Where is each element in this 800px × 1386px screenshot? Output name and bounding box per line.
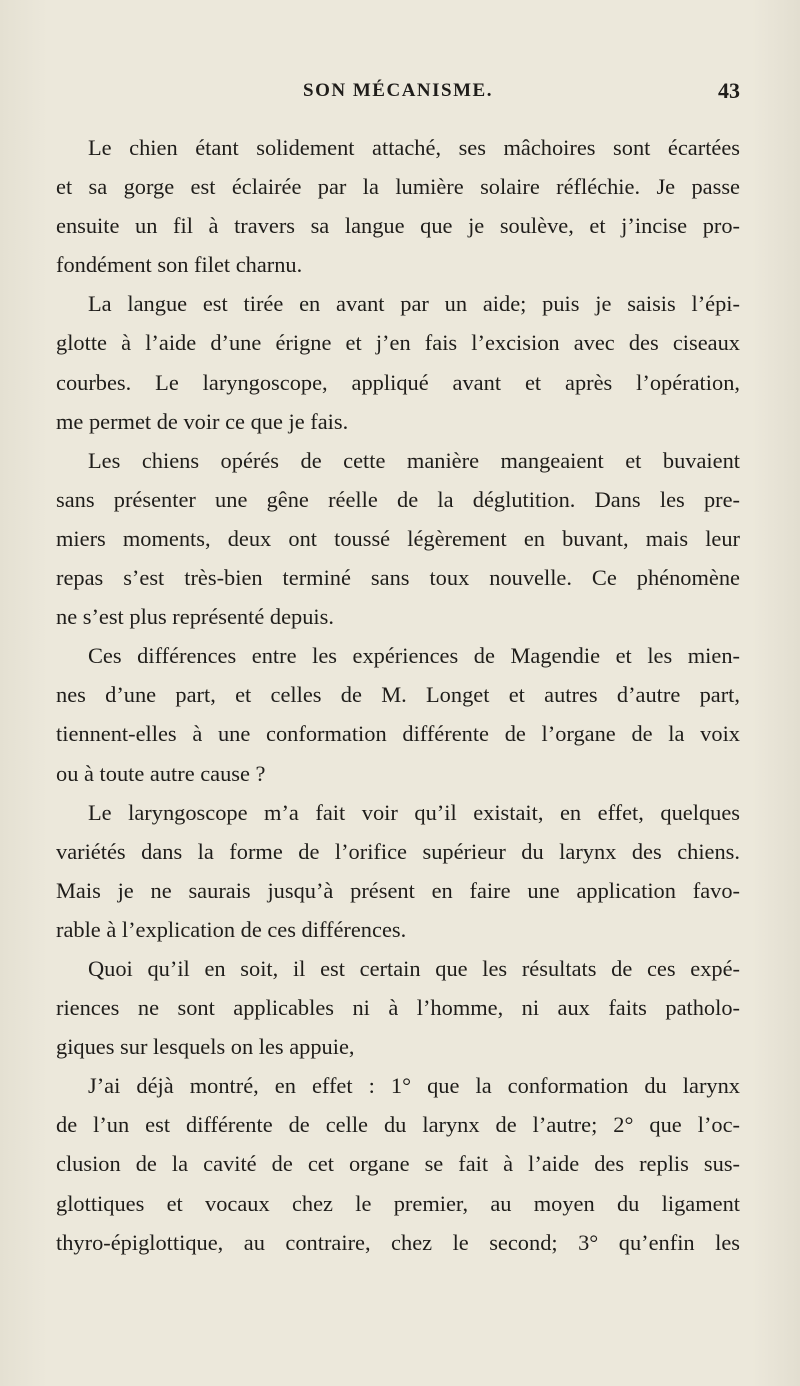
running-title: SON MÉCANISME. <box>303 80 493 101</box>
text-line: La langue est tirée en avant par un aide; puis je saisis l’épi- <box>88 291 740 317</box>
running-head <box>56 80 740 108</box>
text-line: glottiques et vocaux chez le premier, au moyen du ligament <box>56 1190 740 1216</box>
text-line: J’ai déjà montré, en effet : 1° que la conformation du larynx <box>88 1073 740 1099</box>
text-line: glotte à l’aide d’une érigne et j’en fais l’excision avec des ciseaux <box>56 330 740 356</box>
text-line: ou à toute autre cause ? <box>56 760 266 786</box>
text-line: Le laryngoscope m’a fait voir qu’il existait, en effet, quelques <box>88 799 740 825</box>
text-line: miers moments, deux ont toussé légèrement en buvant, mais leur <box>56 525 740 551</box>
text-line: Les chiens opérés de cette manière mangeaient et buvaient <box>88 447 740 473</box>
text-line: giques sur lesquels on les appuie, <box>56 1034 355 1060</box>
text-line: Mais je ne saurais jusqu’à présent en faire une application favo- <box>56 877 740 903</box>
text-line: Le chien étant solidement attaché, ses mâchoires sont écartées <box>88 135 740 160</box>
text-line: nes d’une part, et celles de M. Longet et autres d’autre part, <box>56 682 740 708</box>
text-line: Quoi qu’il en soit, il est certain que les résultats de ces expé- <box>88 955 740 981</box>
text-line: tiennent-elles à une conformation différente de l’organe de la voix <box>56 721 740 747</box>
text-line: rable à l’explication de ces différences. <box>56 916 407 942</box>
text-line: ensuite un fil à travers sa langue que je soulève, et j’incise pro- <box>56 213 740 239</box>
text-line: courbes. Le laryngoscope, appliqué avant et après l’opération, <box>56 369 740 395</box>
text-line: thyro-épiglottique, au contraire, chez le second; 3° qu’enfin les <box>56 1229 740 1255</box>
text-line: me permet de voir ce que je fais. <box>56 408 349 434</box>
text-line: ne s’est plus représenté depuis. <box>56 604 334 630</box>
text-line: fondément son filet charnu. <box>56 252 303 278</box>
text-line: de l’un est différente de celle du larynx de l’autre; 2° que l’oc- <box>56 1112 740 1138</box>
text-line: riences ne sont applicables ni à l’homme, ni aux faits patholo- <box>56 995 740 1021</box>
body-text <box>56 128 740 1262</box>
text-line: sans présenter une gêne réelle de la déglutition. Dans les pre- <box>56 486 740 512</box>
text-line: variétés dans la forme de l’orifice supérieur du larynx des chiens. <box>56 838 740 864</box>
text-line: Ces différences entre les expériences de Magendie et les mien- <box>88 643 740 669</box>
text-line: et sa gorge est éclairée par la lumière solaire réfléchie. Je passe <box>56 174 740 200</box>
text-line: clusion de la cavité de cet organe se fait à l’aide des replis sus- <box>56 1151 740 1177</box>
page-number: 43 <box>718 78 740 103</box>
text-line: repas s’est très-bien terminé sans toux nouvelle. Ce phénomène <box>56 565 740 591</box>
